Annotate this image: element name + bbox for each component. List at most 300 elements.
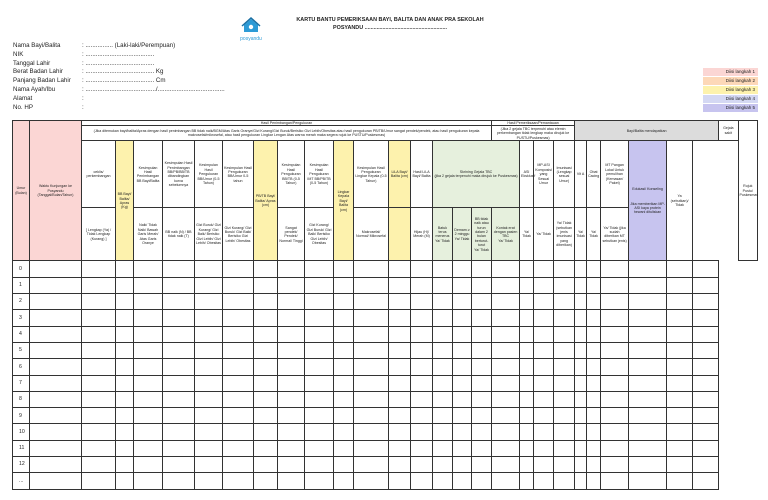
table-cell[interactable] — [278, 342, 305, 358]
table-cell[interactable] — [629, 408, 667, 424]
table-cell[interactable] — [472, 408, 492, 424]
table-cell[interactable] — [134, 342, 163, 358]
table-cell[interactable] — [223, 342, 254, 358]
table-cell[interactable] — [354, 326, 389, 342]
table-cell[interactable] — [492, 294, 520, 310]
table-cell[interactable] — [629, 294, 667, 310]
table-cell[interactable] — [693, 326, 719, 342]
table-cell[interactable] — [520, 277, 534, 293]
table-cell[interactable] — [534, 424, 554, 440]
table-cell[interactable] — [278, 457, 305, 473]
table-cell[interactable] — [354, 440, 389, 456]
table-cell[interactable] — [453, 277, 472, 293]
table-cell[interactable] — [667, 310, 693, 326]
table-cell[interactable] — [82, 326, 116, 342]
table-cell[interactable] — [534, 261, 554, 277]
table-cell[interactable] — [453, 359, 472, 375]
table-cell[interactable] — [354, 294, 389, 310]
table-cell[interactable] — [116, 326, 134, 342]
table-cell[interactable] — [116, 261, 134, 277]
table-cell[interactable] — [389, 342, 411, 358]
table-cell[interactable] — [82, 261, 116, 277]
table-cell[interactable] — [278, 326, 305, 342]
table-cell[interactable] — [163, 261, 195, 277]
table-cell[interactable] — [278, 277, 305, 293]
table-cell[interactable] — [575, 342, 587, 358]
table-cell[interactable] — [667, 391, 693, 407]
table-cell[interactable] — [163, 359, 195, 375]
table-cell[interactable] — [534, 310, 554, 326]
table-cell[interactable] — [453, 391, 472, 407]
table-cell[interactable] — [278, 359, 305, 375]
table-cell[interactable] — [354, 473, 389, 489]
table-cell[interactable] — [601, 473, 629, 489]
table-cell[interactable] — [433, 342, 453, 358]
table-cell[interactable] — [601, 326, 629, 342]
table-cell[interactable] — [667, 375, 693, 391]
table-cell[interactable] — [492, 424, 520, 440]
table-cell[interactable] — [472, 277, 492, 293]
table-cell[interactable] — [472, 261, 492, 277]
table-cell[interactable] — [195, 326, 223, 342]
table-cell[interactable] — [693, 424, 719, 440]
table-cell[interactable] — [534, 391, 554, 407]
table-cell[interactable] — [575, 277, 587, 293]
table-cell[interactable] — [554, 359, 575, 375]
table-cell[interactable] — [278, 294, 305, 310]
table-cell[interactable] — [587, 310, 601, 326]
table-cell[interactable] — [389, 391, 411, 407]
table-cell[interactable] — [411, 408, 433, 424]
table-cell[interactable] — [116, 440, 134, 456]
table-cell[interactable] — [223, 294, 254, 310]
table-cell[interactable] — [30, 326, 82, 342]
table-cell[interactable] — [587, 473, 601, 489]
table-cell[interactable] — [453, 261, 472, 277]
table-cell[interactable] — [520, 391, 534, 407]
table-cell[interactable] — [601, 391, 629, 407]
table-cell[interactable] — [629, 326, 667, 342]
table-cell[interactable] — [389, 277, 411, 293]
table-cell[interactable] — [223, 326, 254, 342]
table-cell[interactable] — [278, 473, 305, 489]
table-cell[interactable] — [30, 457, 82, 473]
identity-value[interactable]: : — [82, 103, 84, 111]
table-cell[interactable] — [667, 424, 693, 440]
table-cell[interactable] — [411, 424, 433, 440]
identity-value[interactable]: : ................ (Laki-laki/Perempuan) — [82, 42, 176, 49]
table-cell[interactable] — [389, 440, 411, 456]
table-cell[interactable] — [82, 277, 116, 293]
identity-value[interactable]: : ........................................ — [82, 50, 155, 58]
table-cell[interactable] — [601, 375, 629, 391]
table-cell[interactable] — [134, 294, 163, 310]
table-cell[interactable] — [223, 408, 254, 424]
table-cell[interactable] — [354, 359, 389, 375]
table-cell[interactable] — [82, 391, 116, 407]
table-cell[interactable] — [354, 310, 389, 326]
table-cell[interactable] — [334, 277, 354, 293]
table-cell[interactable] — [453, 457, 472, 473]
table-cell[interactable] — [411, 440, 433, 456]
table-cell[interactable] — [520, 310, 534, 326]
table-cell[interactable] — [82, 359, 116, 375]
table-cell[interactable] — [254, 294, 278, 310]
table-cell[interactable] — [575, 440, 587, 456]
table-cell[interactable] — [195, 277, 223, 293]
table-cell[interactable] — [354, 342, 389, 358]
table-cell[interactable] — [693, 261, 719, 277]
table-cell[interactable] — [587, 326, 601, 342]
table-cell[interactable] — [453, 294, 472, 310]
table-cell[interactable] — [334, 294, 354, 310]
table-cell[interactable] — [82, 424, 116, 440]
table-cell[interactable] — [134, 408, 163, 424]
table-cell[interactable] — [195, 375, 223, 391]
table-cell[interactable] — [693, 310, 719, 326]
table-cell[interactable] — [305, 375, 334, 391]
table-cell[interactable] — [472, 457, 492, 473]
table-cell[interactable] — [693, 342, 719, 358]
table-cell[interactable] — [587, 440, 601, 456]
table-cell[interactable] — [30, 294, 82, 310]
table-cell[interactable] — [433, 440, 453, 456]
table-cell[interactable] — [163, 277, 195, 293]
table-cell[interactable] — [629, 473, 667, 489]
table-cell[interactable] — [520, 359, 534, 375]
table-cell[interactable] — [601, 457, 629, 473]
table-cell[interactable] — [254, 359, 278, 375]
table-cell[interactable] — [411, 277, 433, 293]
table-cell[interactable] — [354, 261, 389, 277]
table-cell[interactable] — [587, 261, 601, 277]
table-cell[interactable] — [520, 440, 534, 456]
table-cell[interactable] — [134, 457, 163, 473]
table-cell[interactable] — [82, 310, 116, 326]
table-cell[interactable] — [667, 326, 693, 342]
table-cell[interactable] — [411, 261, 433, 277]
table-cell[interactable] — [30, 342, 82, 358]
table-cell[interactable] — [520, 261, 534, 277]
table-cell[interactable] — [575, 408, 587, 424]
table-cell[interactable] — [334, 342, 354, 358]
table-cell[interactable] — [305, 424, 334, 440]
table-cell[interactable] — [667, 440, 693, 456]
table-cell[interactable] — [116, 473, 134, 489]
table-cell[interactable] — [520, 342, 534, 358]
table-cell[interactable] — [254, 408, 278, 424]
table-cell[interactable] — [334, 473, 354, 489]
table-cell[interactable] — [629, 391, 667, 407]
table-cell[interactable] — [30, 277, 82, 293]
table-cell[interactable] — [520, 326, 534, 342]
table-cell[interactable] — [195, 294, 223, 310]
table-cell[interactable] — [254, 261, 278, 277]
table-cell[interactable] — [601, 277, 629, 293]
table-cell[interactable] — [163, 457, 195, 473]
table-cell[interactable] — [534, 359, 554, 375]
table-cell[interactable] — [278, 310, 305, 326]
table-cell[interactable] — [354, 424, 389, 440]
table-cell[interactable] — [575, 424, 587, 440]
table-cell[interactable] — [534, 457, 554, 473]
table-cell[interactable] — [520, 294, 534, 310]
table-cell[interactable] — [629, 342, 667, 358]
table-cell[interactable] — [667, 359, 693, 375]
table-cell[interactable] — [195, 342, 223, 358]
table-cell[interactable] — [223, 359, 254, 375]
table-cell[interactable] — [575, 391, 587, 407]
table-cell[interactable] — [534, 277, 554, 293]
table-cell[interactable] — [520, 408, 534, 424]
table-cell[interactable] — [492, 359, 520, 375]
table-cell[interactable] — [433, 310, 453, 326]
table-cell[interactable] — [667, 261, 693, 277]
table-cell[interactable] — [472, 326, 492, 342]
table-cell[interactable] — [82, 457, 116, 473]
table-cell[interactable] — [305, 342, 334, 358]
table-cell[interactable] — [587, 277, 601, 293]
table-cell[interactable] — [254, 457, 278, 473]
table-cell[interactable] — [601, 424, 629, 440]
table-cell[interactable] — [492, 326, 520, 342]
table-cell[interactable] — [305, 359, 334, 375]
table-cell[interactable] — [472, 440, 492, 456]
table-cell[interactable] — [334, 424, 354, 440]
table-cell[interactable] — [629, 375, 667, 391]
table-cell[interactable] — [254, 375, 278, 391]
identity-value[interactable]: : ........................................ Kg — [82, 68, 164, 76]
table-cell[interactable] — [667, 457, 693, 473]
table-cell[interactable] — [223, 277, 254, 293]
table-cell[interactable] — [554, 342, 575, 358]
table-cell[interactable] — [554, 294, 575, 310]
table-cell[interactable] — [411, 326, 433, 342]
table-cell[interactable] — [693, 277, 719, 293]
table-cell[interactable] — [554, 440, 575, 456]
table-cell[interactable] — [334, 375, 354, 391]
table-cell[interactable] — [534, 326, 554, 342]
table-cell[interactable] — [453, 326, 472, 342]
table-cell[interactable] — [195, 473, 223, 489]
table-cell[interactable] — [195, 424, 223, 440]
table-cell[interactable] — [134, 326, 163, 342]
table-cell[interactable] — [492, 391, 520, 407]
table-cell[interactable] — [354, 457, 389, 473]
table-cell[interactable] — [278, 408, 305, 424]
table-cell[interactable] — [433, 408, 453, 424]
table-cell[interactable] — [520, 375, 534, 391]
table-cell[interactable] — [116, 342, 134, 358]
table-cell[interactable] — [354, 277, 389, 293]
table-cell[interactable] — [453, 408, 472, 424]
table-cell[interactable] — [389, 261, 411, 277]
table-cell[interactable] — [629, 310, 667, 326]
table-cell[interactable] — [223, 310, 254, 326]
table-cell[interactable] — [433, 391, 453, 407]
table-cell[interactable] — [629, 261, 667, 277]
table-cell[interactable] — [575, 457, 587, 473]
table-cell[interactable] — [116, 375, 134, 391]
table-cell[interactable] — [693, 391, 719, 407]
table-cell[interactable] — [411, 342, 433, 358]
table-cell[interactable] — [554, 457, 575, 473]
table-cell[interactable] — [433, 457, 453, 473]
table-cell[interactable] — [334, 440, 354, 456]
table-cell[interactable] — [575, 310, 587, 326]
table-cell[interactable] — [587, 408, 601, 424]
table-cell[interactable] — [554, 473, 575, 489]
table-cell[interactable] — [453, 375, 472, 391]
identity-value[interactable]: : ........................................ — [82, 59, 155, 67]
table-cell[interactable] — [492, 310, 520, 326]
table-cell[interactable] — [305, 326, 334, 342]
table-cell[interactable] — [30, 473, 82, 489]
table-cell[interactable] — [195, 359, 223, 375]
table-cell[interactable] — [629, 277, 667, 293]
table-cell[interactable] — [116, 294, 134, 310]
table-cell[interactable] — [254, 342, 278, 358]
identity-value[interactable]: : ........................................ Cm — [82, 77, 166, 85]
table-cell[interactable] — [163, 310, 195, 326]
table-cell[interactable] — [254, 424, 278, 440]
table-cell[interactable] — [472, 473, 492, 489]
table-cell[interactable] — [520, 457, 534, 473]
table-cell[interactable] — [453, 424, 472, 440]
table-cell[interactable] — [223, 424, 254, 440]
table-cell[interactable] — [82, 440, 116, 456]
table-cell[interactable] — [254, 391, 278, 407]
table-cell[interactable] — [411, 375, 433, 391]
table-cell[interactable] — [116, 408, 134, 424]
table-cell[interactable] — [389, 326, 411, 342]
table-cell[interactable] — [587, 359, 601, 375]
table-cell[interactable] — [134, 359, 163, 375]
table-cell[interactable] — [667, 277, 693, 293]
table-cell[interactable] — [411, 457, 433, 473]
table-cell[interactable] — [433, 473, 453, 489]
identity-value[interactable]: : — [82, 94, 84, 102]
table-cell[interactable] — [278, 375, 305, 391]
table-cell[interactable] — [629, 440, 667, 456]
table-cell[interactable] — [389, 375, 411, 391]
table-cell[interactable] — [575, 359, 587, 375]
table-cell[interactable] — [82, 294, 116, 310]
table-cell[interactable] — [453, 473, 472, 489]
table-cell[interactable] — [534, 375, 554, 391]
table-cell[interactable] — [278, 391, 305, 407]
table-cell[interactable] — [587, 457, 601, 473]
table-cell[interactable] — [254, 310, 278, 326]
table-cell[interactable] — [82, 342, 116, 358]
table-cell[interactable] — [223, 261, 254, 277]
table-cell[interactable] — [354, 408, 389, 424]
table-cell[interactable] — [472, 424, 492, 440]
table-cell[interactable] — [520, 424, 534, 440]
table-cell[interactable] — [305, 457, 334, 473]
table-cell[interactable] — [305, 440, 334, 456]
table-cell[interactable] — [472, 310, 492, 326]
table-cell[interactable] — [411, 294, 433, 310]
table-cell[interactable] — [223, 391, 254, 407]
table-cell[interactable] — [254, 473, 278, 489]
table-cell[interactable] — [254, 326, 278, 342]
table-cell[interactable] — [163, 391, 195, 407]
table-cell[interactable] — [433, 424, 453, 440]
table-cell[interactable] — [601, 342, 629, 358]
table-cell[interactable] — [693, 457, 719, 473]
table-cell[interactable] — [492, 457, 520, 473]
table-cell[interactable] — [472, 375, 492, 391]
table-cell[interactable] — [134, 473, 163, 489]
table-cell[interactable] — [492, 277, 520, 293]
table-cell[interactable] — [305, 261, 334, 277]
table-cell[interactable] — [433, 326, 453, 342]
table-cell[interactable] — [223, 440, 254, 456]
table-cell[interactable] — [334, 457, 354, 473]
table-cell[interactable] — [30, 440, 82, 456]
table-cell[interactable] — [195, 457, 223, 473]
table-cell[interactable] — [30, 375, 82, 391]
table-cell[interactable] — [601, 408, 629, 424]
table-cell[interactable] — [554, 391, 575, 407]
table-cell[interactable] — [134, 440, 163, 456]
table-cell[interactable] — [354, 375, 389, 391]
table-cell[interactable] — [667, 342, 693, 358]
table-cell[interactable] — [163, 408, 195, 424]
table-cell[interactable] — [534, 408, 554, 424]
table-cell[interactable] — [254, 440, 278, 456]
table-cell[interactable] — [195, 440, 223, 456]
table-cell[interactable] — [453, 440, 472, 456]
table-cell[interactable] — [134, 310, 163, 326]
table-cell[interactable] — [587, 375, 601, 391]
table-cell[interactable] — [116, 424, 134, 440]
table-cell[interactable] — [587, 391, 601, 407]
table-cell[interactable] — [134, 261, 163, 277]
table-cell[interactable] — [667, 408, 693, 424]
table-cell[interactable] — [389, 310, 411, 326]
table-cell[interactable] — [492, 408, 520, 424]
table-cell[interactable] — [534, 440, 554, 456]
table-cell[interactable] — [587, 342, 601, 358]
table-cell[interactable] — [134, 424, 163, 440]
table-cell[interactable] — [472, 391, 492, 407]
table-cell[interactable] — [163, 342, 195, 358]
table-cell[interactable] — [116, 310, 134, 326]
table-cell[interactable] — [163, 294, 195, 310]
table-cell[interactable] — [492, 473, 520, 489]
table-cell[interactable] — [195, 261, 223, 277]
table-cell[interactable] — [492, 342, 520, 358]
table-cell[interactable] — [601, 440, 629, 456]
table-cell[interactable] — [433, 359, 453, 375]
table-cell[interactable] — [534, 473, 554, 489]
table-cell[interactable] — [629, 359, 667, 375]
table-cell[interactable] — [492, 440, 520, 456]
table-cell[interactable] — [554, 375, 575, 391]
table-cell[interactable] — [629, 457, 667, 473]
table-cell[interactable] — [195, 391, 223, 407]
table-cell[interactable] — [492, 261, 520, 277]
table-cell[interactable] — [534, 294, 554, 310]
table-cell[interactable] — [411, 391, 433, 407]
table-cell[interactable] — [82, 408, 116, 424]
table-cell[interactable] — [116, 391, 134, 407]
table-cell[interactable] — [587, 294, 601, 310]
table-cell[interactable] — [389, 359, 411, 375]
table-cell[interactable] — [223, 473, 254, 489]
